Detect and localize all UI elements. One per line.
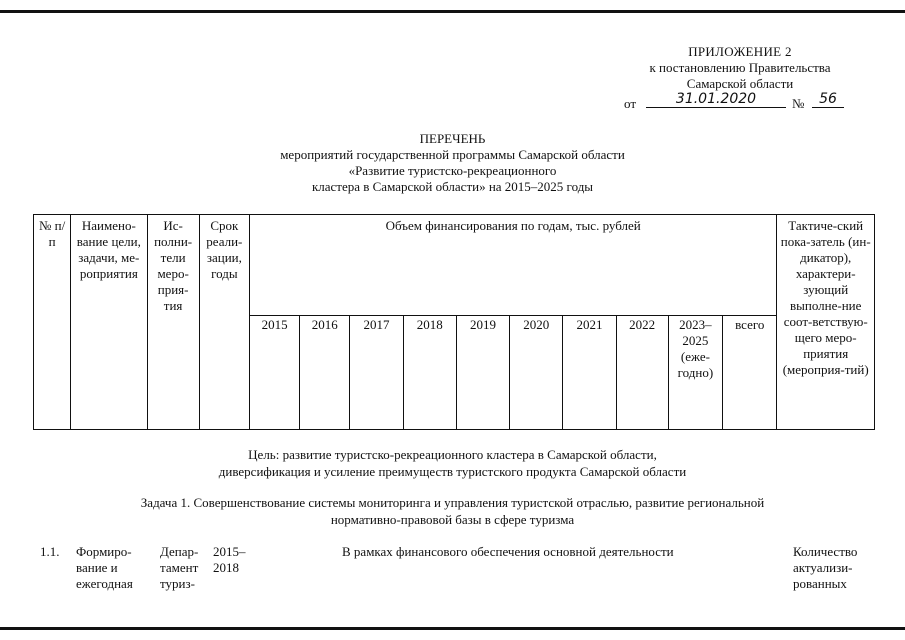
appendix-dateline xyxy=(600,91,880,112)
header-year-2019: 2019 xyxy=(456,316,509,430)
header-funding: Объем финансирования по годам, тыс. рублей xyxy=(249,215,776,316)
top-border-line xyxy=(0,10,905,13)
header-num: № п/п xyxy=(34,215,71,430)
header-year-2018: 2018 xyxy=(403,316,456,430)
header-year-2016: 2016 xyxy=(300,316,350,430)
task-text xyxy=(0,494,905,528)
appendix-header xyxy=(600,44,880,112)
row-financing: В рамках финансового обеспечения основной деятельности xyxy=(342,544,674,559)
number-prefix: № xyxy=(792,96,805,111)
header-year-2022: 2022 xyxy=(616,316,668,430)
appendix-line1: к постановлению Правительства xyxy=(649,60,831,75)
date-prefix: от xyxy=(624,96,637,111)
header-term: Срок реали-зации, годы xyxy=(199,215,249,430)
heading-line2: «Развитие туристско-рекреационного xyxy=(348,163,557,178)
header-year-2020: 2020 xyxy=(510,316,563,430)
task-line2: нормативно-правовой базы в сфере туризма xyxy=(330,512,575,527)
row-term: 2015–2018 xyxy=(213,544,246,575)
row-indicator: Количество актуализи-рованных xyxy=(793,544,858,591)
header-executors: Ис-полни-тели меро-прия-тия xyxy=(147,215,199,430)
goal-text xyxy=(0,446,905,480)
number-value: 56 xyxy=(812,91,844,108)
appendix-line2: Самарской области xyxy=(686,76,794,91)
heading-line3: кластера в Самарской области» на 2015–2025 годы xyxy=(311,179,594,194)
row-executor: Депар-тамент туриз- xyxy=(160,544,199,591)
date-value: 31.01.2020 xyxy=(646,91,786,108)
header-total: всего xyxy=(723,316,777,430)
goal-line2: диверсификация и усиление преимуществ туристского продукта Самарской области xyxy=(218,464,687,479)
header-year-2015: 2015 xyxy=(249,316,299,430)
document-heading xyxy=(0,131,905,195)
goal-line1: Цель: развитие туристско-рекреационного кластера в Самарской области, xyxy=(248,447,657,462)
row-activity-name: Формиро-вание и ежегодная xyxy=(76,544,133,591)
bottom-border-line xyxy=(0,627,905,630)
heading-line1: мероприятий государственной программы Самарской области xyxy=(280,147,625,162)
appendix-title: ПРИЛОЖЕНИЕ 2 xyxy=(688,44,792,59)
heading-title: ПЕРЕЧЕНЬ xyxy=(419,131,486,146)
program-table xyxy=(33,214,875,430)
header-year-2023-2025: 2023–2025 (еже-годно) xyxy=(668,316,722,430)
task-line1: Задача 1. Совершенствование системы мониторинга и управления туристской отраслью, развитие региональной xyxy=(140,495,765,510)
header-indicator: Тактиче-ский пока-затель (ин-дикатор), характери-зующий выполне-ние соот-ветствую-щего меро-приятия (мероприя-тий) xyxy=(777,215,875,430)
header-year-2021: 2021 xyxy=(563,316,616,430)
header-year-2017: 2017 xyxy=(350,316,403,430)
header-name: Наимено-вание цели, задачи, ме-роприятия xyxy=(71,215,147,430)
row-number: 1.1. xyxy=(40,544,60,559)
